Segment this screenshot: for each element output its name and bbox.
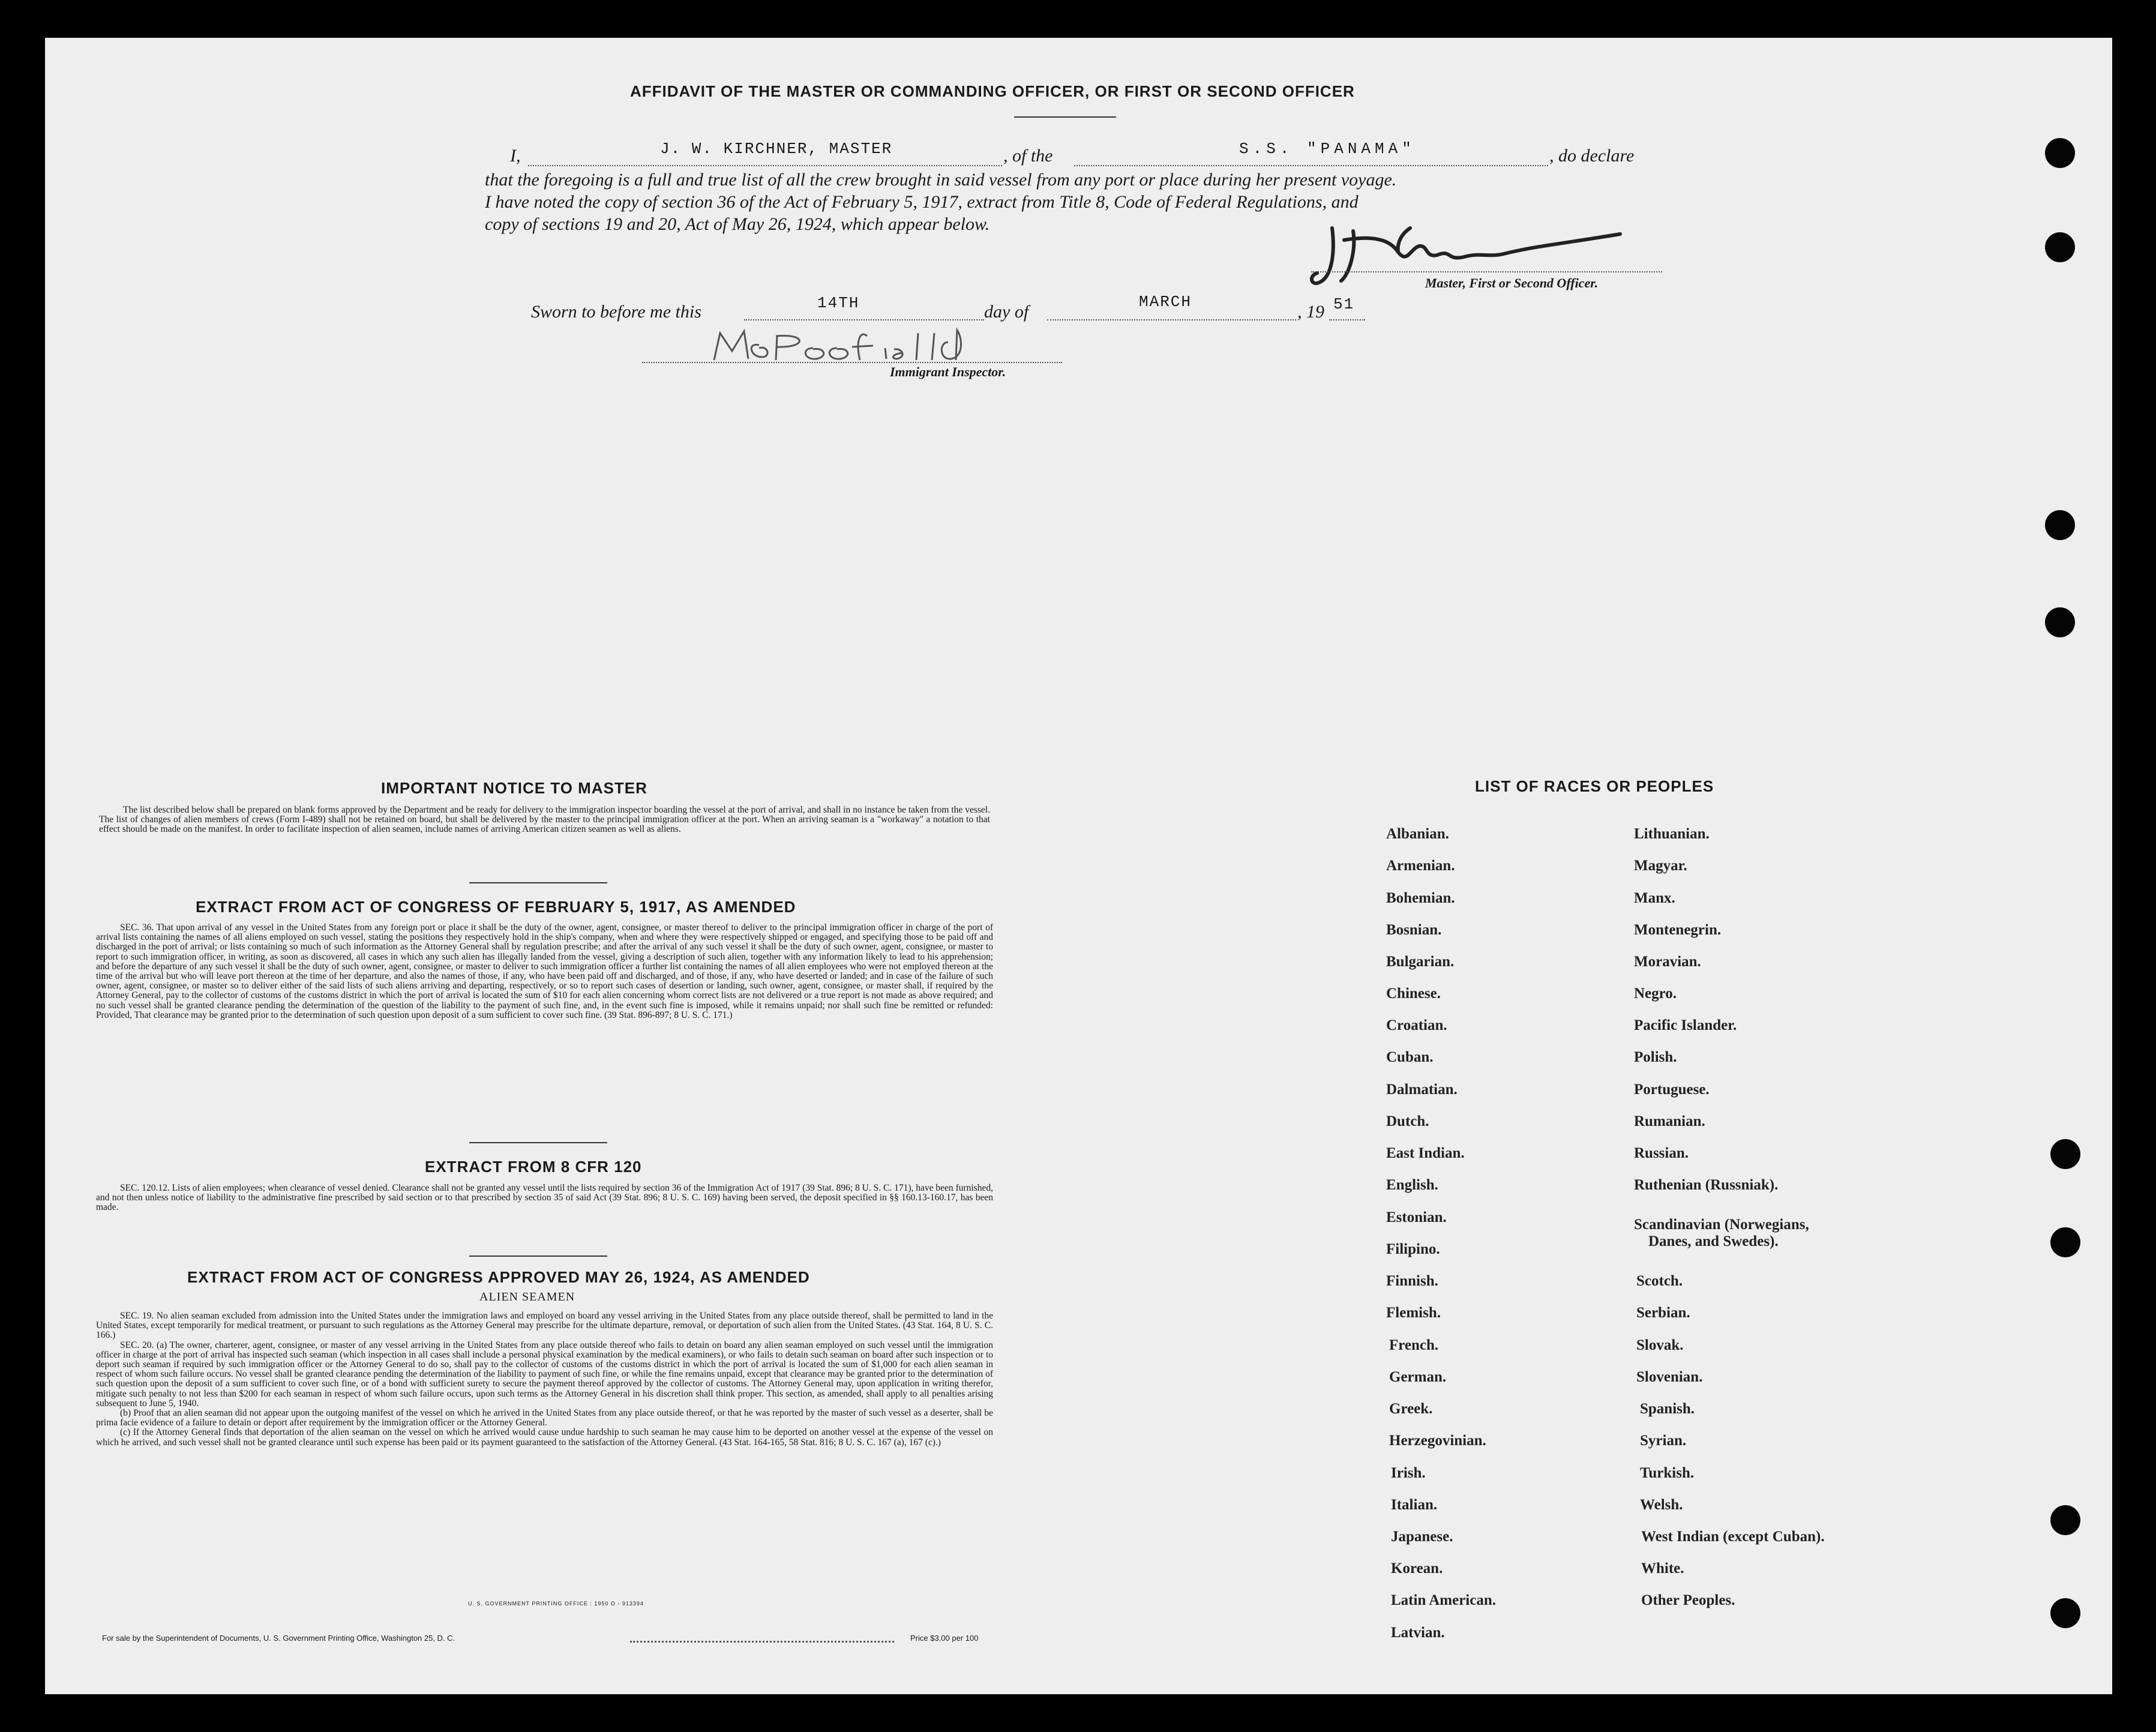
of-the-label: , of the	[1003, 146, 1053, 166]
affidavit-title: AFFIDAVIT OF THE MASTER OR COMMANDING OFFICER, OR FIRST OR SECOND OFFICER	[630, 82, 1355, 100]
punch-hole	[2050, 1139, 2080, 1169]
notice-paragraph: The list described below shall be prepared on blank forms approved by the Department and be ready for delivery to the immigration inspector boarding the vessel at the port of arrival, and shall in no instance be taken from the vessel. The list of changes of alien members of crews (Form I-489) shall not be retained on board, but shall be delivered by the master to the principal immigration officer at the port. When an arriving seaman is a "workaway" a notation to that effect should be made on the manifest. In order to facilitate inspection of alien seamen, include names of arriving American citizen seamen as well as aliens.	[99, 805, 990, 835]
punch-hole	[2050, 1227, 2080, 1257]
punch-hole	[2050, 1598, 2080, 1628]
do-declare-label: , do declare	[1549, 146, 1635, 166]
race-item: Turkish.	[1640, 1465, 1695, 1481]
race-item: Ruthenian (Russniak).	[1634, 1177, 1779, 1193]
race-item: Irish.	[1391, 1465, 1426, 1481]
race-item: Chinese.	[1386, 985, 1441, 1002]
race-item: Serbian.	[1636, 1305, 1690, 1321]
race-item: Spanish.	[1640, 1401, 1695, 1417]
footer-dot-leader	[630, 1641, 894, 1643]
master-name-line	[528, 165, 1002, 166]
race-item: Dutch.	[1386, 1113, 1429, 1129]
extract-cfr-title: EXTRACT FROM 8 CFR 120	[425, 1158, 642, 1176]
section-20a-paragraph: SEC. 20. (a) The owner, charterer, agent, consignee, or master of any vessel arriving in the United States from any place outside thereof who fails to detain on board any alien seaman employed on such vessel until the immigration officer in charge at the port of arrival has inspected such seaman (which inspection in all cases shall include a personal physical examination by the medical examiners), or who fails to detain such seaman on board after such inspection or to deport such seaman if required by such immigration officer or the Attorney General to do so, shall pay to the collector of customs of the customs district in which the port of arrival is located the sum of $1,000 for each alien seaman in respect of whom such failure occurs. No vessel shall be granted clearance pending the determination of the liability to payment of such fine, or while the fine remains unpaid, except that clearance may be granted prior to the determination of such question upon the deposit of a sum sufficient to cover such fine, or of a bond with sufficient surety to secure the payment thereof approved by the collector of customs. The Attorney General may, upon application in writing therefor, mitigate such penalty to not less than $200 for each seaman in respect of whom such failure occurs, upon such terms as the Attorney General in his discretion shall think proper. This section, as amended, shall apply to all penalties arising subsequent to June 5, 1940.	[96, 1340, 993, 1409]
affidavit-line-3: I have noted the copy of section 36 of the Act of February 5, 1917, extract from Title 8, Code of Federal Regulations, and	[485, 192, 1359, 212]
day-of-label: day of	[984, 302, 1029, 322]
section-20c-paragraph: (c) If the Attorney General finds that deportation of the alien seaman on the vessel on which he arrived would cause undue hardship to such seaman he may cause him to be deported on another vessel at the expense of the vessel on which he arrived, and such vessel shall not be granted clearance until such expense has been paid or its payment guaranteed to the satisfaction of the Attorney General. (43 Stat. 164-165, 58 Stat. 816; 8 U. S. C. 167 (a), 167 (c).)	[96, 1427, 993, 1448]
race-item: Armenian.	[1386, 858, 1455, 874]
punch-hole	[2045, 232, 2075, 262]
race-item: Croatian.	[1386, 1017, 1447, 1033]
race-item: Rumanian.	[1634, 1113, 1705, 1129]
race-item: Scotch.	[1636, 1273, 1683, 1289]
race-item: White.	[1641, 1560, 1684, 1577]
race-item: Bulgarian.	[1386, 954, 1455, 970]
extract-cfr-paragraph: SEC. 120.12. Lists of alien employees; when clearance of vessel denied. Clearance shall not be granted any vessel until the lists required by section 36 of the Immigration Act of 1917 (39 Stat. 896; 8 U. S. C. 171), have been furnished, and not then unless notice of liability to the administrative fine prescribed by said section or to that prescribed by section 35 of said Act (39 Stat. 896; 8 U. S. C. 169) having been served, the deposit specified in §§ 160.13-160.17, has been made.	[96, 1183, 993, 1213]
race-item: Korean.	[1391, 1560, 1443, 1577]
extract-1924-title: EXTRACT FROM ACT OF CONGRESS APPROVED MAY 26, 1924, AS AMENDED	[187, 1268, 810, 1286]
year-line	[1329, 319, 1365, 320]
affidavit-line-4: copy of sections 19 and 20, Act of May 26, 1924, which appear below.	[485, 214, 990, 234]
extract-1924-text	[96, 1311, 993, 1448]
races-title: LIST OF RACES OR PEOPLES	[1475, 777, 1714, 795]
race-item: Latin American.	[1391, 1592, 1496, 1608]
price-note: Price $3.00 per 100	[910, 1634, 979, 1643]
sworn-label: Sworn to before me this	[531, 302, 701, 322]
race-item: Manx.	[1634, 890, 1675, 906]
race-item: Albanian.	[1386, 826, 1449, 842]
race-item: Montenegrin.	[1634, 922, 1722, 938]
extract-1917-title: EXTRACT FROM ACT OF CONGRESS OF FEBRUARY 5, 1917, AS AMENDED	[196, 898, 796, 916]
race-item: Filipino.	[1386, 1241, 1440, 1257]
extract-1917-text	[96, 923, 993, 1020]
race-item: Italian.	[1391, 1497, 1438, 1513]
race-item: Latvian.	[1391, 1625, 1445, 1641]
race-item: Magyar.	[1634, 858, 1687, 874]
race-item: Russian.	[1634, 1145, 1689, 1161]
year-field[interactable]: 51	[1333, 295, 1355, 313]
race-item: West Indian (except Cuban).	[1641, 1529, 1825, 1545]
race-item: Cuban.	[1386, 1049, 1434, 1065]
inspector-caption: Immigrant Inspector.	[890, 364, 1006, 379]
sworn-day-field[interactable]: 14TH	[817, 294, 860, 312]
race-item: Slovak.	[1636, 1337, 1684, 1353]
sworn-day-line	[744, 319, 984, 320]
notice-text	[99, 805, 990, 835]
race-item: East Indian.	[1386, 1145, 1465, 1161]
punch-hole	[2045, 138, 2075, 168]
race-item: Scandinavian (Norwegians,	[1634, 1216, 1809, 1233]
race-item: Herzegovinian.	[1389, 1433, 1486, 1449]
race-item: French.	[1389, 1337, 1439, 1353]
race-item: Pacific Islander.	[1634, 1017, 1737, 1033]
race-item: Bohemian.	[1386, 890, 1455, 906]
race-item: Finnish.	[1386, 1273, 1438, 1289]
extract-1917-paragraph: SEC. 36. That upon arrival of any vessel in the United States from any foreign port or place it shall be the duty of the owner, agent, consignee, or master thereof to deliver to the principal immigration officer in charge of the port of arrival lists containing the names of all aliens employed on such vessel, stating the positions they respectively hold in the ship's company, when and where they were respectively shipped or engaged, and specifying those to be paid off and discharged in the port of arrival; or lists containing so much of such information as the Attorney General shall by regulation prescribe; and after the arrival of any such vessel it shall be the duty of such owner, agent, consignee, or master to report to such immigration officer, in writing, as soon as discovered, all cases in which any such alien has illegally landed from the vessel, giving a description of such alien, together with any information likely to lead to his apprehension; and before the departure of any such vessel it shall be the duty of such owner, agent, consignee, or master to deliver to such immigration officer a further list containing the names of all alien employees who were not employed thereon at the time of the arrival but who will leave port thereon at the time of her departure, and also the names of those, if any, who have been paid off and discharged, and of those, if any, who have deserted or landed; and in case of the failure of such owner, agent, consignee, or master so to deliver either of the said lists of such aliens arriving and departing, respectively, or so to report such cases of desertion or landing, such owner, agent, consignee, or master shall, if required by the Attorney General, pay to the collector of customs of the customs district in which the port of arrival is located the sum of $10 for each alien concerning whom correct lists are not delivered or a true report is not made as above required; and no such vessel shall be granted clearance pending the determination of the question of the liability to the payment of such fine, and, in the event such fine is imposed, while it remains unpaid; nor shall such fine be remitted or refunded: Provided, That clearance may be granted prior to the determination of such question upon deposit of a sum sufficient to cover such fine. (39 Stat. 896-897; 8 U. S. C. 171.)	[96, 922, 993, 1020]
race-item: Danes, and Swedes).	[1648, 1233, 1779, 1249]
affidavit-line-2: that the foregoing is a full and true list of all the crew brought in said vessel from any port or place during her present voyage.	[485, 170, 1397, 190]
printing-office-note: U. S. GOVERNMENT PRINTING OFFICE : 1950 O - 913394	[468, 1601, 644, 1607]
punch-hole	[2050, 1505, 2080, 1535]
race-item: German.	[1389, 1369, 1447, 1385]
race-item: Dalmatian.	[1386, 1081, 1458, 1098]
race-item: Japanese.	[1391, 1529, 1453, 1545]
race-item: Welsh.	[1640, 1497, 1683, 1513]
master-name-field[interactable]: J. W. KIRCHNER, MASTER	[660, 140, 893, 158]
race-item: Negro.	[1634, 985, 1677, 1002]
race-item: Greek.	[1389, 1401, 1433, 1417]
vessel-name-field[interactable]: S.S. "PANAMA"	[1239, 140, 1416, 158]
section-divider	[469, 882, 607, 883]
vessel-name-line	[1074, 165, 1548, 166]
race-item: Bosnian.	[1386, 922, 1442, 938]
notice-title: IMPORTANT NOTICE TO MASTER	[381, 779, 647, 797]
race-item: Slovenian.	[1636, 1369, 1703, 1385]
section-divider	[469, 1142, 607, 1143]
race-item: Syrian.	[1640, 1433, 1687, 1449]
inspector-signature-line	[642, 362, 1062, 363]
race-item: Portuguese.	[1634, 1081, 1710, 1098]
punch-hole	[2045, 607, 2075, 637]
race-item: Lithuanian.	[1634, 826, 1710, 842]
year-prefix-label: , 19	[1297, 302, 1324, 322]
section-19-paragraph: SEC. 19. No alien seaman excluded from admission into the United States under the immigration laws and employed on board any vessel arriving in the United States from any place outside thereof, shall be permitted to land in the United States, except temporarily for medical treatment, or pursuant to such regulations as the Attorney General may prescribe for the ultimate departure, removal, or deportation of such alien from the United States. (43 Stat. 164, 8 U. S. C. 166.)	[96, 1311, 993, 1341]
title-underline	[1014, 116, 1116, 118]
inspector-signature	[711, 324, 999, 366]
for-sale-note: For sale by the Superintendent of Documents, U. S. Government Printing Office, Washington 25, D. C.	[102, 1634, 455, 1643]
section-20b-paragraph: (b) Proof that an alien seaman did not appear upon the outgoing manifest of the vessel on which he arrived in the United States from any place outside thereof, or that he was reported by the master of such vessel as a deserter, shall be prima facie evidence of a failure to detain or deport after requirement by the immigration officer or the Attorney General.	[96, 1408, 993, 1428]
alien-seamen-subtitle: ALIEN SEAMEN	[479, 1290, 575, 1304]
sworn-month-field[interactable]: MARCH	[1139, 293, 1192, 311]
punch-hole	[2045, 510, 2075, 540]
race-item: English.	[1386, 1177, 1438, 1193]
race-item: Moravian.	[1634, 954, 1701, 970]
sworn-month-line	[1047, 319, 1296, 320]
section-divider	[469, 1255, 607, 1257]
master-signature-line	[1311, 271, 1662, 272]
race-item: Other Peoples.	[1641, 1592, 1735, 1608]
master-caption: Master, First or Second Officer.	[1425, 275, 1599, 290]
race-item: Flemish.	[1386, 1305, 1441, 1321]
race-item: Estonian.	[1386, 1209, 1447, 1225]
affidavit-i-label: I,	[510, 146, 521, 166]
extract-cfr-text	[96, 1183, 993, 1213]
race-item: Polish.	[1634, 1049, 1677, 1065]
